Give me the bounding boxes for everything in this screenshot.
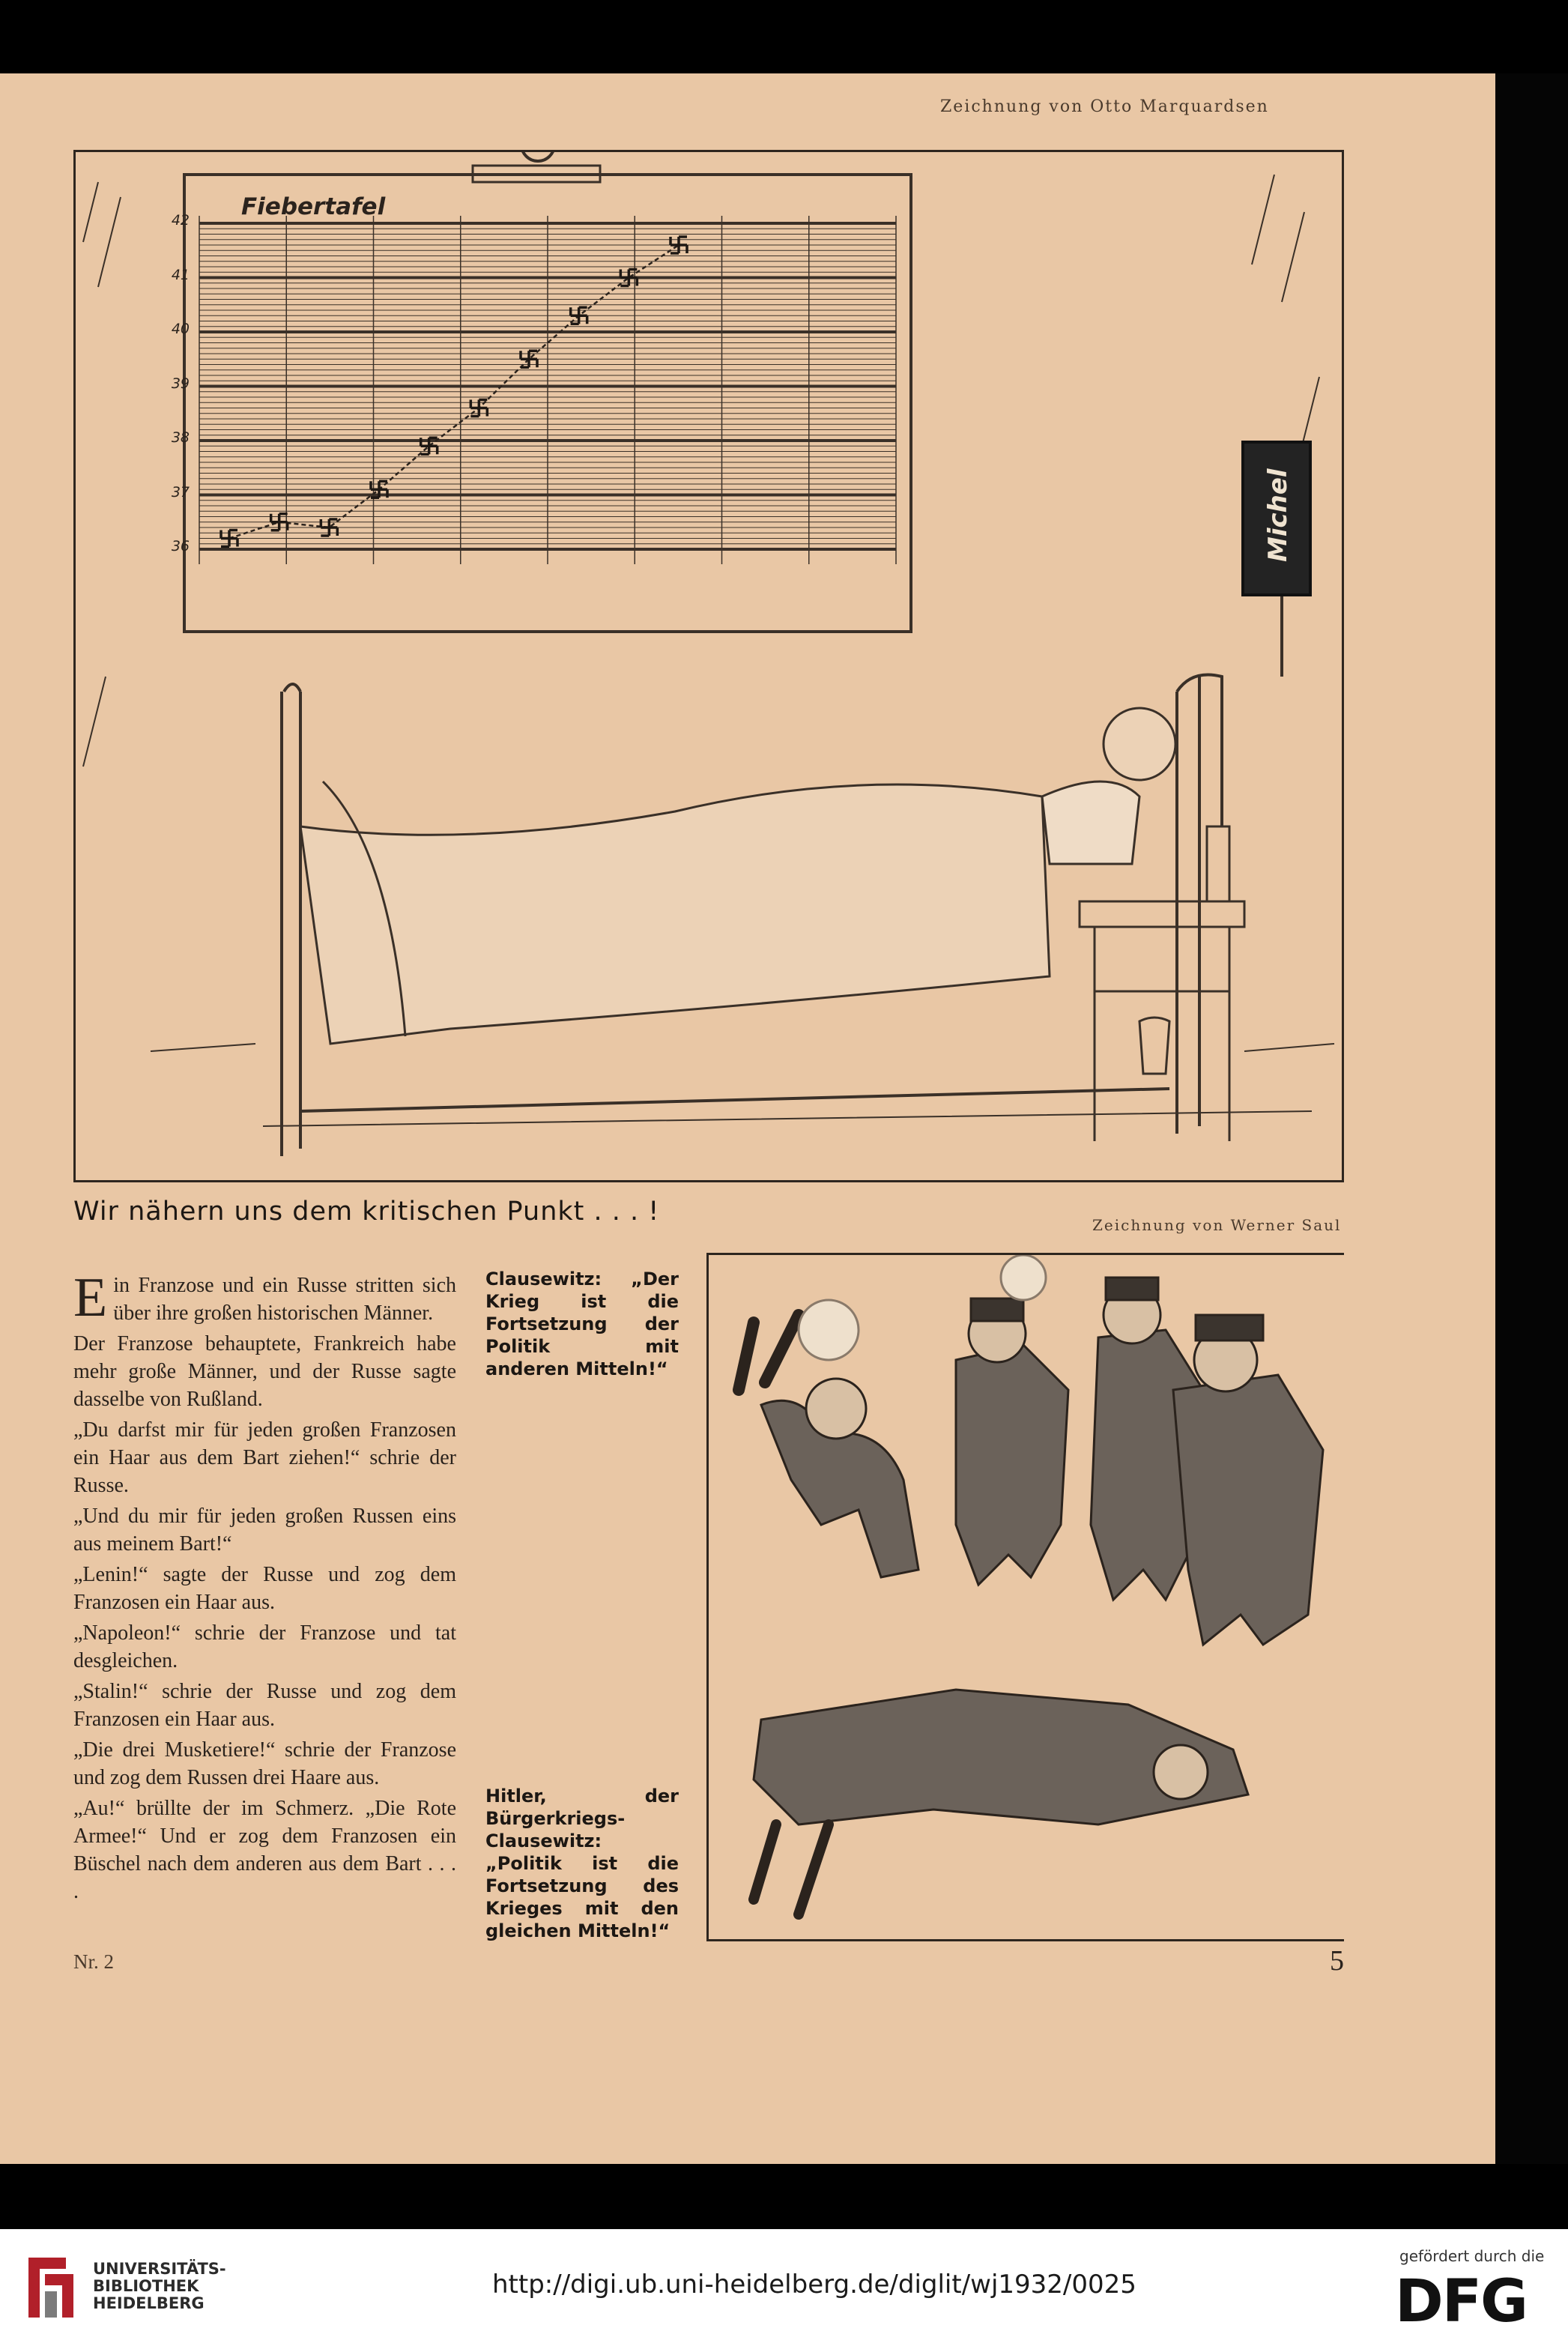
library-name-line: UNIVERSITÄTS-	[93, 2260, 226, 2278]
hitler-quote	[485, 1785, 679, 1942]
quote-text: Clausewitz: „Der Krieg ist die Fortsetzung der Politik mit anderen Mitteln!“	[485, 1269, 679, 1379]
library-name-line: HEIDELBERG	[93, 2294, 205, 2312]
y-tick-label: 41	[171, 266, 190, 283]
artist-credit-bottom: Zeichnung von Werner Saul	[1092, 1216, 1342, 1234]
story-paragraph: „Stalin!“ schrie der Russe und zog dem Franzosen ein Haar aus.	[73, 1680, 456, 1731]
y-tick-label: 36	[171, 538, 190, 554]
story-column	[73, 1267, 456, 1908]
artist-credit-top: Zeichnung von Otto Marquardsen	[940, 97, 1269, 116]
bed-sign	[1241, 441, 1312, 596]
y-tick-label: 39	[171, 375, 190, 392]
y-tick-label: 42	[171, 212, 190, 229]
story-paragraph: „Und du mir für jeden großen Russen eins aus meinem Bart!“	[73, 1505, 456, 1556]
y-tick-label: 40	[171, 321, 190, 337]
funding-note: gefördert durch die	[1399, 2247, 1545, 2265]
y-tick-label: 37	[171, 483, 190, 501]
story-paragraph: „Lenin!“ sagte der Russe und zog dem Franzosen ein Haar aus.	[73, 1563, 456, 1614]
permalink[interactable]: http://digi.ub.uni-heidelberg.de/diglit/wj1932/0025	[492, 2270, 1136, 2300]
university-library-logo	[21, 2250, 81, 2325]
story-paragraph: „Die drei Musketiere!“ schrie der Franzose und zog dem Russen drei Haare aus.	[73, 1738, 456, 1789]
bed-sign-label: Michel	[1263, 468, 1293, 562]
y-tick-label: 38	[171, 429, 190, 446]
cartoon-fever-chart	[73, 150, 1344, 1182]
cartoon-fever-illustration	[76, 152, 1342, 1180]
story-paragraph: Ein Franzose und ein Russe stritten sich über ihre großen historischen Männer.	[73, 1267, 456, 1328]
cartoon-violence-scene	[706, 1253, 1344, 1941]
cartoon-violence-illustration	[709, 1255, 1344, 1939]
library-name	[93, 2261, 258, 2312]
issue-number: Nr. 2	[73, 1950, 114, 1973]
story-paragraph: Der Franzose behauptete, Frankreich habe mehr große Männer, und der Russe sagte dasselbe von Rußland.	[73, 1332, 456, 1411]
story-paragraph: „Du darfst mir für jeden großen Franzosen ein Haar aus dem Bart ziehen!“ schrie der Russe.	[73, 1418, 456, 1497]
quote-text: Hitler, der Bürgerkriegs-Clausewitz: „Politik ist die Fortsetzung des Krieges mit den gleichen Mitteln!“	[485, 1786, 679, 1941]
dfg-logo: DFG	[1395, 2268, 1528, 2336]
page-edge	[1495, 73, 1568, 2164]
story-paragraph: „Au!“ brüllte der im Schmerz. „Die Rote Armee!“ Und er zog dem Franzosen ein Büschel nach dem anderen aus dem Bart . . . .	[73, 1797, 456, 1903]
page-number: 5	[1330, 1945, 1344, 1977]
chart-title: Fiebertafel	[241, 193, 386, 220]
library-name-line: BIBLIOTHEK	[93, 2277, 199, 2295]
story-paragraph: „Napoleon!“ schrie der Franzose und tat desgleichen.	[73, 1621, 456, 1672]
clausewitz-quote	[485, 1268, 679, 1380]
cartoon-caption: Wir nähern uns dem kritischen Punkt . . . !	[73, 1197, 660, 1227]
viewer-footer	[0, 2229, 1568, 2346]
chart-grid	[199, 216, 896, 564]
